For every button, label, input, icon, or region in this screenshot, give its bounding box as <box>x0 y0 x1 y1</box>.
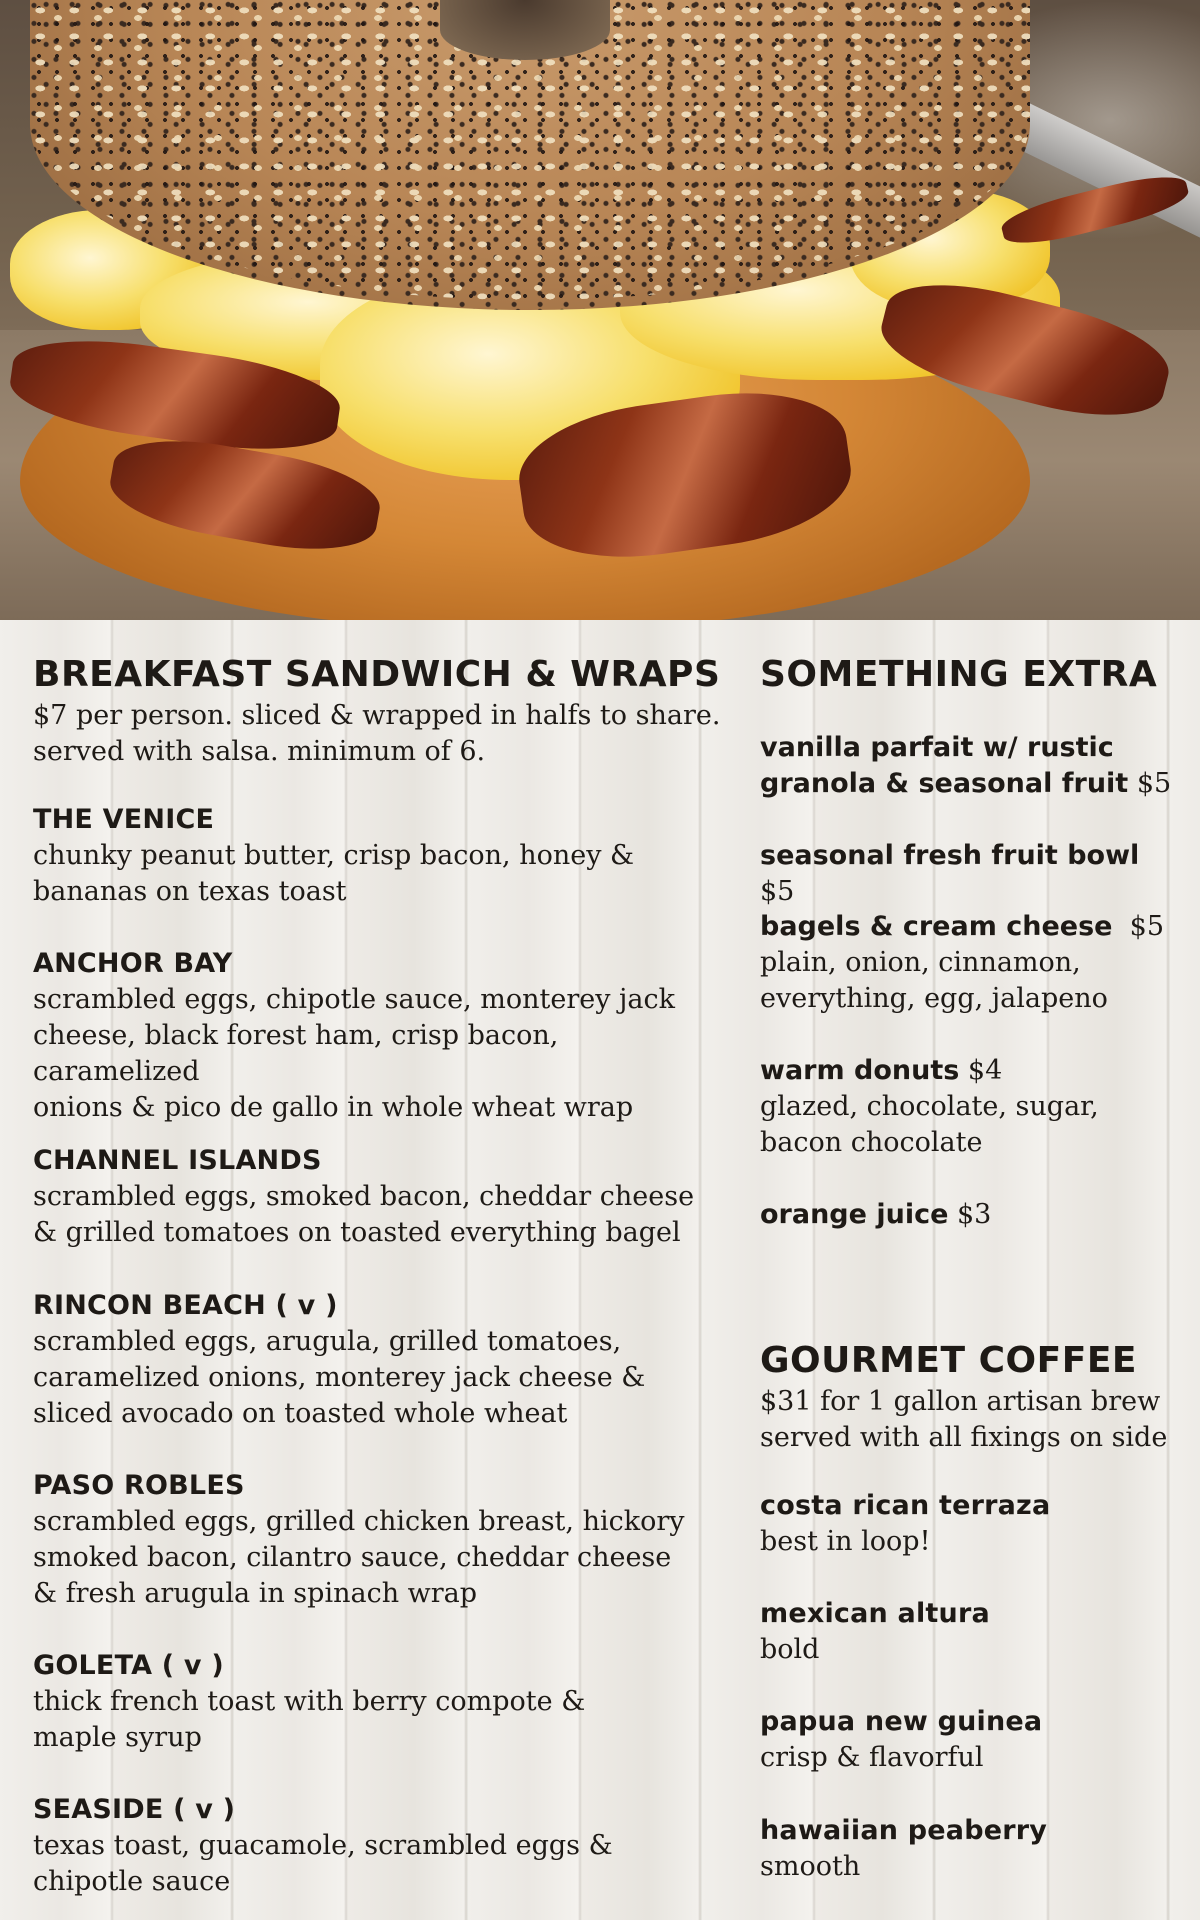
coffee-section-subtitle: $31 for 1 gallon artisan brew served with all fixings on side <box>760 1386 1168 1453</box>
menu-item-name: bagels & cream cheese <box>760 911 1113 942</box>
menu-item-description: scrambled eggs, smoked bacon, cheddar cheese & grilled tomatoes on toasted everything bagel <box>33 1181 695 1248</box>
menu-item <box>33 946 733 1126</box>
menu-item-price: $5 <box>760 876 795 907</box>
menu-item <box>33 802 634 910</box>
menu-item-name: seasonal fresh fruit bowl <box>760 840 1140 871</box>
menu-item-description: scrambled eggs, arugula, grilled tomatoes, caramelized onions, monterey jack cheese & sliced avocado on toasted whole wheat <box>33 1326 646 1429</box>
menu-item <box>760 1053 1099 1161</box>
menu-item-name: RINCON BEACH ( v ) <box>33 1290 338 1321</box>
menu-item-name: vanilla parfait w/ rustic granola & seasonal fruit <box>760 732 1129 799</box>
extra-section-title: SOMETHING EXTRA <box>760 654 1158 695</box>
hero-photo-breakfast-bagel <box>0 0 1200 620</box>
menu-item-name: orange juice <box>760 1199 949 1230</box>
menu-board <box>0 620 1200 1920</box>
menu-item-description: scrambled eggs, grilled chicken breast, hickory smoked bacon, cilantro sauce, cheddar cheese & fresh arugula in spinach wrap <box>33 1506 685 1609</box>
menu-item-description: plain, onion, cinnamon, everything, egg, jalapeno <box>760 947 1108 1014</box>
bagel-hole-image <box>440 0 610 60</box>
breakfast-section-title: BREAKFAST SANDWICH & WRAPS <box>33 654 721 695</box>
menu-item-description: thick french toast with berry compote & maple syrup <box>33 1686 586 1753</box>
menu-item-name: papua new guinea <box>760 1706 1043 1737</box>
menu-item <box>33 1143 694 1251</box>
breakfast-section-subtitle: $7 per person. sliced & wrapped in halfs to share. served with salsa. minimum of 6. <box>33 700 721 767</box>
menu-item-name: PASO ROBLES <box>33 1470 245 1501</box>
menu-item <box>760 1813 1047 1885</box>
menu-item-price: $5 <box>1136 768 1172 799</box>
menu-item-name: hawaiian peaberry <box>760 1815 1048 1846</box>
menu-item <box>33 1792 613 1900</box>
menu-item <box>760 909 1164 1017</box>
menu-item <box>33 1468 685 1612</box>
menu-item-name: THE VENICE <box>33 804 215 835</box>
menu-item-name: CHANNEL ISLANDS <box>33 1145 322 1176</box>
menu-item-name: GOLETA ( v ) <box>33 1650 224 1681</box>
menu-item-description: texas toast, guacamole, scrambled eggs & chipotle sauce <box>33 1830 613 1897</box>
menu-item-price: $4 <box>967 1055 1003 1086</box>
menu-item-description: best in loop! <box>760 1526 931 1557</box>
menu-item-name: SEASIDE ( v ) <box>33 1794 236 1825</box>
menu-item <box>760 1704 1042 1776</box>
menu-item-name: ANCHOR BAY <box>33 948 233 979</box>
menu-item-description: chunky peanut butter, crisp bacon, honey & bananas on texas toast <box>33 840 635 907</box>
menu-item-description: glazed, chocolate, sugar, bacon chocolate <box>760 1091 1099 1158</box>
menu-item-description: scrambled eggs, chipotle sauce, monterey jack cheese, black forest ham, crisp bacon, caramelized onions & pico de gallo in whole wheat wrap <box>33 984 676 1123</box>
menu-item <box>760 1488 1050 1560</box>
menu-item <box>760 838 1180 910</box>
menu-item-description: bold <box>760 1634 820 1665</box>
menu-item-description: crisp & flavorful <box>760 1742 984 1773</box>
menu-item <box>760 1596 990 1668</box>
menu-item-price: $3 <box>957 1199 992 1230</box>
menu-item-description: smooth <box>760 1851 861 1882</box>
coffee-section-title: GOURMET COFFEE <box>760 1340 1138 1381</box>
menu-item-price: $5 <box>1129 911 1165 942</box>
menu-item <box>33 1288 645 1432</box>
menu-item <box>760 1197 991 1233</box>
menu-item-name: warm donuts <box>760 1055 960 1086</box>
menu-item-name: mexican altura <box>760 1598 990 1629</box>
menu-item-name: costa rican terraza <box>760 1490 1051 1521</box>
menu-item <box>33 1648 585 1756</box>
menu-item <box>760 730 1171 802</box>
